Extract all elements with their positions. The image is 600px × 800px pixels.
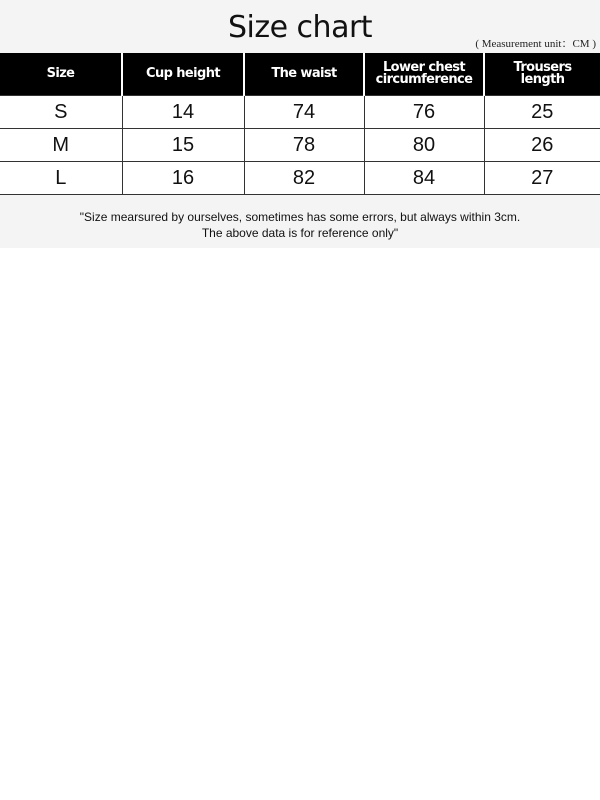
measurement-unit-note: ( Measurement unit：CM ) [475, 38, 596, 50]
cell-trousers-length: 26 [484, 129, 600, 162]
cell-lower-chest: 76 [364, 96, 484, 129]
table-row [0, 96, 600, 129]
cell-cup-height: 16 [122, 162, 244, 195]
cell-waist: 74 [244, 96, 364, 129]
disclaimer-line-2: The above data is for reference only" [201, 226, 399, 240]
cell-size: S [0, 96, 122, 129]
size-table [0, 53, 600, 195]
page-title: Size chart [227, 10, 373, 45]
cell-cup-height: 15 [122, 129, 244, 162]
table-row [0, 162, 600, 195]
disclaimer-note [0, 209, 600, 241]
header-size: Size [0, 53, 122, 96]
table-header-row [0, 53, 600, 96]
cell-trousers-length: 25 [484, 96, 600, 129]
cell-cup-height: 14 [122, 96, 244, 129]
cell-lower-chest: 80 [364, 129, 484, 162]
disclaimer-line-1: "Size mearsured by ourselves, sometimes has some errors, but always within 3cm. [79, 210, 521, 224]
cell-size: L [0, 162, 122, 195]
cell-waist: 82 [244, 162, 364, 195]
cell-waist: 78 [244, 129, 364, 162]
header-lower-chest: Lower chest circumference [364, 53, 484, 96]
header-cup-height: Cup height [122, 53, 244, 96]
cell-size: M [0, 129, 122, 162]
header-waist: The waist [244, 53, 364, 96]
header-trousers-length: Trousers length [484, 53, 600, 96]
size-chart-panel [0, 0, 600, 248]
cell-trousers-length: 27 [484, 162, 600, 195]
cell-lower-chest: 84 [364, 162, 484, 195]
table-row [0, 129, 600, 162]
